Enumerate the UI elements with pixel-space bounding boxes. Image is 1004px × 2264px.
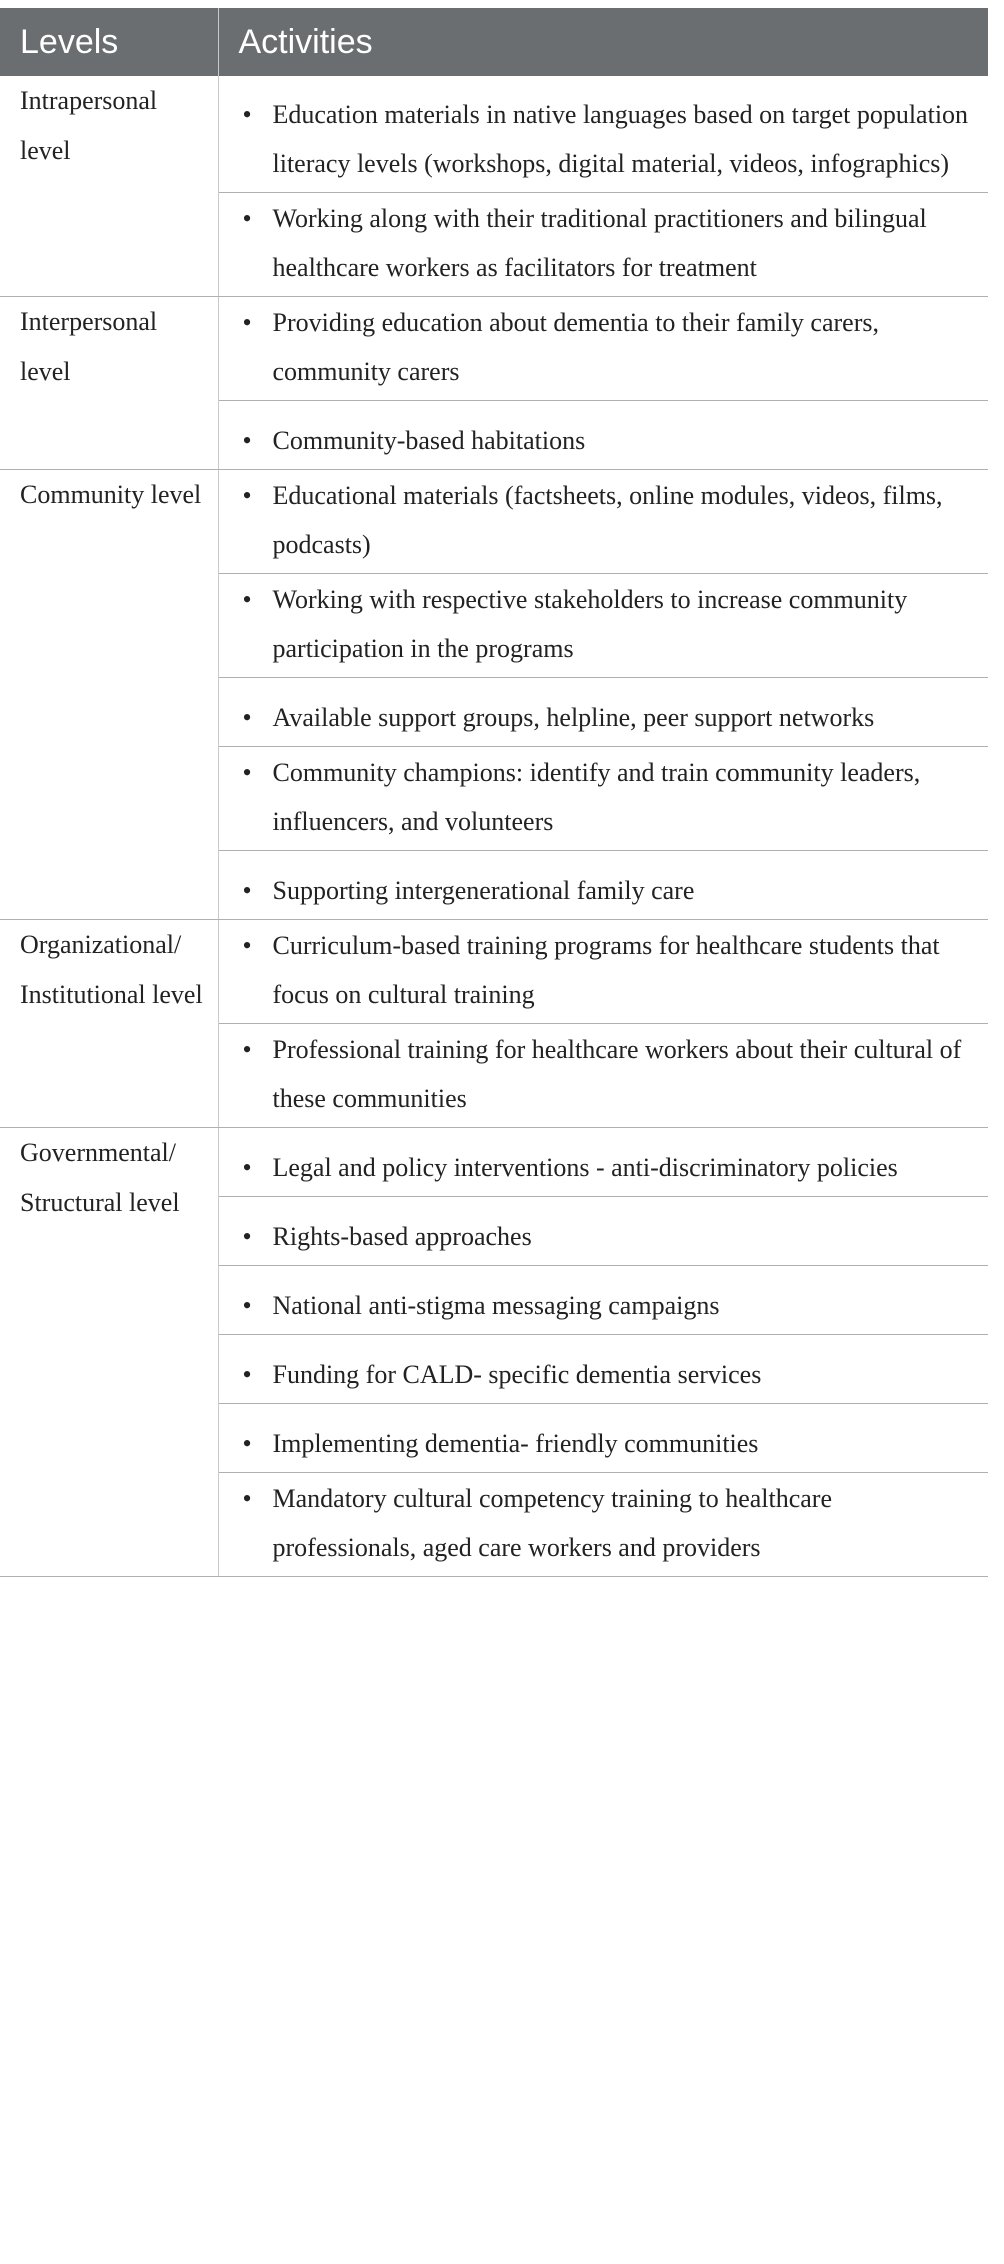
- activity-text: Education materials in native languages based on target population literacy levels (workshops, digital material, videos, infographics): [272, 99, 969, 178]
- activity-item: [243, 90, 977, 188]
- activity-text: Mandatory cultural competency training to healthcare professionals, aged care workers and providers: [272, 1483, 832, 1562]
- activity-item: [243, 1419, 977, 1468]
- activity-text: Rights-based approaches: [272, 1221, 532, 1251]
- activity-text: Community champions: identify and train community leaders, influencers, and volunteers: [272, 757, 921, 836]
- levels-activities-table: [0, 8, 988, 1577]
- activity-cell: [218, 677, 988, 746]
- level-cell: Community level: [0, 469, 218, 919]
- activity-text: Curriculum-based training programs for healthcare students that focus on cultural training: [272, 930, 940, 1009]
- activity-cell: [218, 1023, 988, 1127]
- bullet-icon: •: [242, 307, 252, 337]
- table-row: [0, 76, 988, 192]
- activity-cell: [218, 573, 988, 677]
- activity-item: [243, 1281, 977, 1330]
- activity-text: Available support groups, helpline, peer support networks: [272, 702, 875, 732]
- bullet-icon: •: [242, 1359, 252, 1389]
- activity-text: Legal and policy interventions - anti-discriminatory policies: [272, 1152, 898, 1182]
- table-row: [0, 1127, 988, 1196]
- activity-text: National anti-stigma messaging campaigns: [272, 1290, 720, 1320]
- bullet-icon: •: [242, 480, 252, 510]
- activity-text: Implementing dementia- friendly communities: [272, 1428, 759, 1458]
- bullet-icon: •: [242, 99, 252, 129]
- table-body: [0, 76, 988, 1576]
- level-cell: Intrapersonal level: [0, 76, 218, 296]
- activity-cell: [218, 1472, 988, 1576]
- activity-cell: [218, 296, 988, 400]
- activity-item: [243, 1025, 977, 1123]
- activity-cell: [218, 1403, 988, 1472]
- activity-item: [243, 748, 977, 846]
- bullet-icon: •: [242, 425, 252, 455]
- activity-item: [243, 693, 977, 742]
- activity-item: [243, 866, 977, 915]
- activity-text: Working along with their traditional practitioners and bilingual healthcare workers as facilitators for treatment: [272, 203, 927, 282]
- header-levels: Levels: [0, 8, 218, 76]
- activity-cell: [218, 400, 988, 469]
- activity-item: [243, 1350, 977, 1399]
- activity-cell: [218, 1196, 988, 1265]
- bullet-icon: •: [242, 757, 252, 787]
- table-row: [0, 919, 988, 1023]
- activity-text: Funding for CALD- specific dementia services: [272, 1359, 762, 1389]
- activity-cell: [218, 1265, 988, 1334]
- activity-text: Working with respective stakeholders to increase community participation in the programs: [272, 584, 908, 663]
- activity-text: Providing education about dementia to their family carers, community carers: [272, 307, 879, 386]
- bullet-icon: •: [242, 930, 252, 960]
- activity-cell: [218, 746, 988, 850]
- activity-item: [243, 575, 977, 673]
- activity-item: [243, 194, 977, 292]
- bullet-icon: •: [242, 584, 252, 614]
- activity-text: Supporting intergenerational family care: [272, 875, 695, 905]
- level-cell: Organizational/ Institutional level: [0, 919, 218, 1127]
- bullet-icon: •: [242, 1152, 252, 1182]
- activity-cell: [218, 1127, 988, 1196]
- activity-text: Educational materials (factsheets, online modules, videos, films, podcasts): [272, 480, 943, 559]
- activity-item: [243, 471, 977, 569]
- bullet-icon: •: [242, 1483, 252, 1513]
- activity-cell: [218, 192, 988, 296]
- header-row: [0, 8, 988, 76]
- bullet-icon: •: [242, 702, 252, 732]
- header-activities: Activities: [218, 8, 988, 76]
- activity-item: [243, 416, 977, 465]
- table-row: [0, 469, 988, 573]
- activity-item: [243, 1474, 977, 1572]
- bullet-icon: •: [242, 1221, 252, 1251]
- level-cell: Interpersonal level: [0, 296, 218, 469]
- activity-cell: [218, 850, 988, 919]
- activity-cell: [218, 919, 988, 1023]
- bullet-icon: •: [242, 203, 252, 233]
- activity-item: [243, 1143, 977, 1192]
- activity-cell: [218, 1334, 988, 1403]
- activity-text: Community-based habitations: [272, 425, 586, 455]
- activity-cell: [218, 76, 988, 192]
- bullet-icon: •: [242, 1428, 252, 1458]
- bullet-icon: •: [242, 875, 252, 905]
- activity-item: [243, 1212, 977, 1261]
- activity-item: [243, 921, 977, 1019]
- level-cell: Governmental/ Structural level: [0, 1127, 218, 1576]
- activity-text: Professional training for healthcare workers about their cultural of these communities: [272, 1034, 962, 1113]
- activity-item: [243, 298, 977, 396]
- bullet-icon: •: [242, 1290, 252, 1320]
- table-row: [0, 296, 988, 400]
- activity-cell: [218, 469, 988, 573]
- bullet-icon: •: [242, 1034, 252, 1064]
